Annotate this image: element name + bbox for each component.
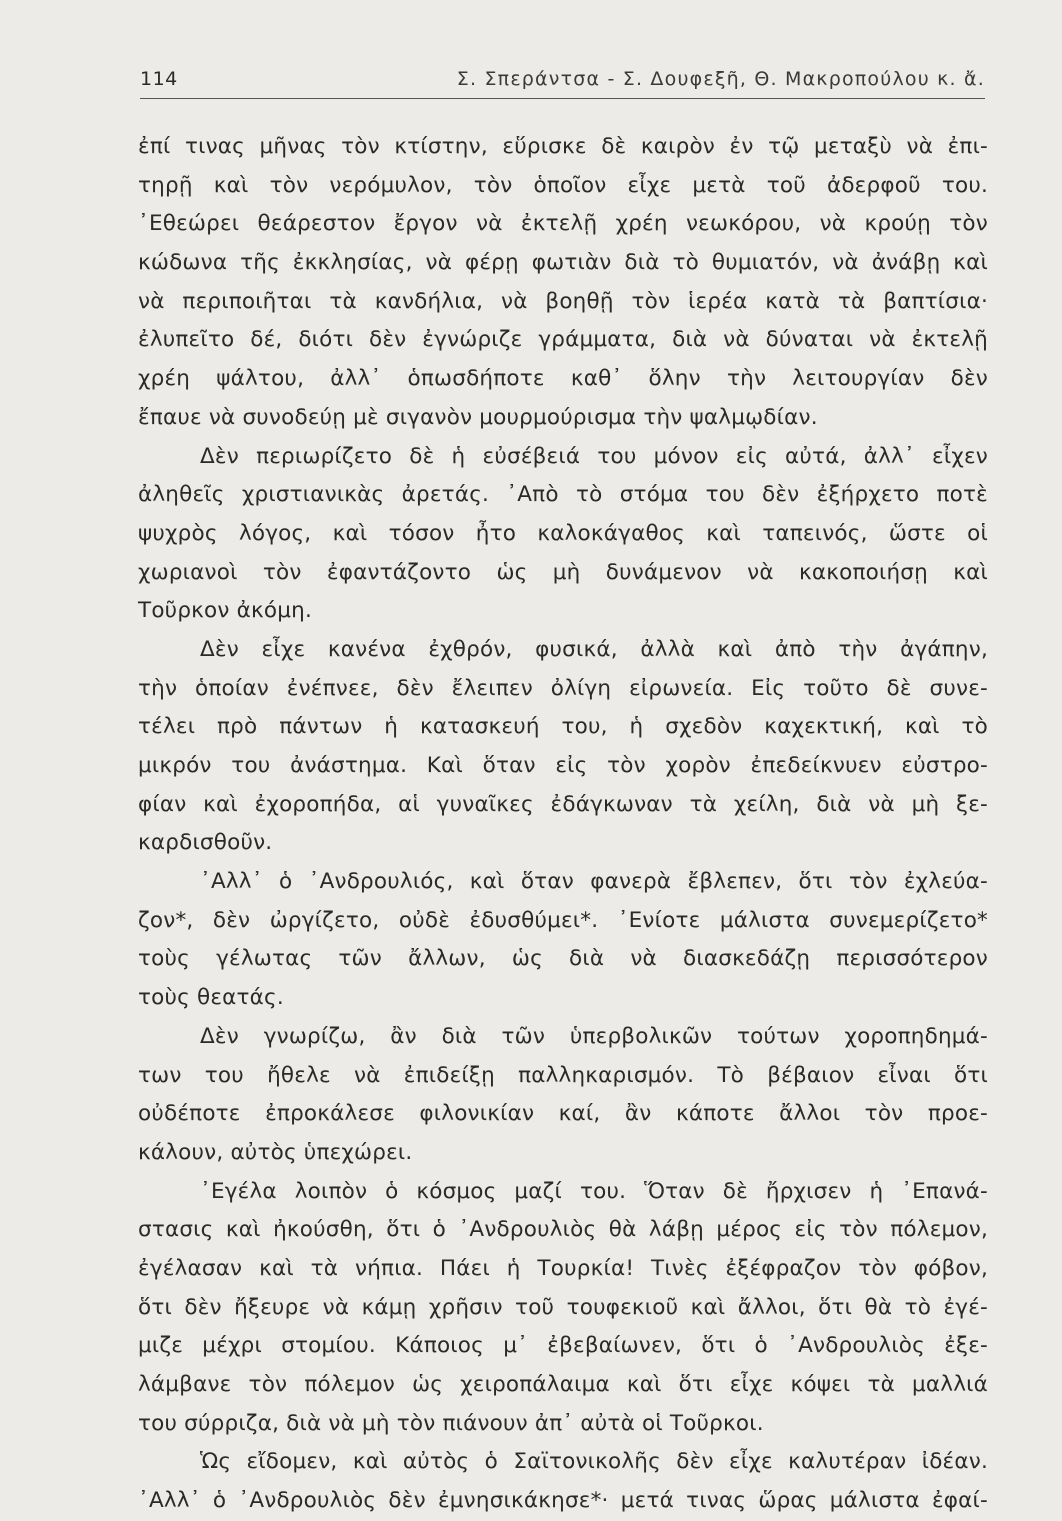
text-line: Δὲν περιωρίζετο δὲ ἡ εὐσέβειά του μόνον εἰς αὐτά, ἀλλ᾿ εἶχεν [200,443,988,469]
text-line: μικρόν του ἀνάστημα. Καὶ ὅταν εἰς τὸν χορὸν ἐπεδείκνυεν εὐστρο- [138,753,988,778]
text-line: ἐπί τινας μῆνας τὸν κτίστην, εὕρισκε δὲ καιρὸν ἐν τῷ μεταξὺ νὰ ἐπι- [138,134,988,159]
text-line: ψυχρὸς λόγος, καὶ τόσον ἦτο καλοκάγαθος καὶ ταπεινός, ὥστε οἱ [138,520,988,546]
text-line: ἐγέλασαν καὶ τὰ νήπια. Πάει ἡ Τουρκία! Τινὲς ἐξέφραζον τὸν φόβον, [138,1255,988,1281]
page-header [140,68,985,98]
text-line: των του ἤθελε νὰ ἐπιδείξῃ παλληκαρισμόν. Τὸ βέβαιον εἶναι ὅτι [138,1062,988,1088]
paragraph [138,863,988,1018]
text-line: ἀληθεῖς χριστιανικὰς ἀρετάς. ᾿Απὸ τὸ στόμα του δὲν ἐξήρχετο ποτὲ [138,482,988,508]
page-number: 114 [140,68,178,90]
paragraph [138,1443,988,1520]
text-line: μιζε μέχρι στομίου. Κάποιος μ᾿ ἐβεβαίωνεν, ὅτι ὁ ᾿Ανδρουλιὸς ἐξε- [138,1333,988,1359]
running-head: Σ. Σπεράντσα - Σ. Δουφεξῆ, Θ. Μακροπούλου κ. ἄ. [456,68,985,90]
text-line: κώδωνα τῆς ἐκκλησίας, νὰ φέρῃ φωτιὰν διὰ τὸ θυμιατόν, νὰ ἀνάβῃ καὶ [138,250,988,276]
paragraph [138,1018,988,1173]
text-line: ζον*, δὲν ὠργίζετο, οὐδὲ ἐδυσθύμει*. ᾿Ενίοτε μάλιστα συνεμερίζετο* [138,907,988,933]
text-line: ἔπαυε νὰ συνοδεύῃ μὲ σιγανὸν μουρμούρισμα τὴν ψαλμῳδίαν. [138,404,818,430]
text-line: στασις καὶ ἠκούσθη, ὅτι ὁ ᾿Ανδρουλιὸς θὰ λάβῃ μέρος εἰς τὸν πόλεμον, [138,1217,988,1243]
text-line: τοὺς γέλωτας τῶν ἄλλων, ὡς διὰ νὰ διασκεδάζῃ περισσότερον [138,946,988,972]
text-line: Δὲν γνωρίζω, ἂν διὰ τῶν ὑπερβολικῶν τούτων χοροπηδημά- [200,1023,988,1049]
text-line: τηρῇ καὶ τὸν νερόμυλον, τὸν ὁποῖον εἶχε μετὰ τοῦ ἀδερφοῦ του. [138,172,988,198]
text-line: οὐδέποτε ἐπροκάλεσε φιλονικίαν καί, ἂν κάποτε ἄλλοι τὸν προε- [138,1101,988,1127]
paragraph [138,631,988,863]
text-line: Ὡς εἴδομεν, καὶ αὐτὸς ὁ Σαϊτονικολῆς δὲν εἶχε καλυτέραν ἰδέαν. [200,1449,988,1475]
header-rule [140,98,985,99]
text-line: καρδισθοῦν. [138,830,273,856]
body-text [138,128,988,1521]
paragraph [138,1173,988,1444]
text-line: ἐλυπεῖτο δέ, διότι δὲν ἐγνώριζε γράμματα, διὰ νὰ δύναται νὰ ἐκτελῇ [138,327,988,353]
text-line: τοὺς θεατάς. [138,985,284,1011]
text-line: νὰ περιποιῆται τὰ κανδήλια, νὰ βοηθῇ τὸν ἱερέα κατὰ τὰ βαπτίσια· [138,288,988,314]
text-line: χρέη ψάλτου, ἀλλ᾿ ὁπωσδήποτε καθ᾿ ὅλην τὴν λειτουργίαν δὲν [138,366,988,392]
text-line: ὅτι δὲν ἤξευρε νὰ κάμῃ χρῆσιν τοῦ τουφεκιοῦ καὶ ἄλλοι, ὅτι θὰ τὸ ἐγέ- [138,1294,988,1320]
text-line: κάλουν, αὐτὸς ὑπεχώρει. [138,1139,413,1165]
text-line: τέλει πρὸ πάντων ἡ κατασκευή του, ἡ σχεδὸν καχεκτική, καὶ τὸ [138,714,988,740]
paragraph [138,128,988,438]
text-line: λάμβανε τὸν πόλεμον ὡς χειροπάλαιμα καὶ ὅτι εἶχε κόψει τὰ μαλλιά [138,1372,988,1397]
text-line: χωριανοὶ τὸν ἐφαντάζοντο ὡς μὴ δυνάμενον νὰ κακοποιήσῃ καὶ [138,559,988,585]
text-line: Τοῦρκον ἀκόμη. [138,598,312,624]
text-line: τὴν ὁποίαν ἐνέπνεε, δὲν ἔλειπεν ὀλίγη εἰρωνεία. Εἰς τοῦτο δὲ συνε- [138,675,988,701]
text-line: ᾿Εθεώρει θεάρεστον ἔργον νὰ ἐκτελῇ χρέη νεωκόρου, νὰ κρούῃ τὸν [138,211,988,237]
text-line: ᾿Αλλ᾿ ὁ ᾿Ανδρουλιὸς δὲν ἐμνησικάκησε*· μετά τινας ὥρας μάλιστα ἐφαί- [138,1488,988,1514]
text-line: του σύρριζα, διὰ νὰ μὴ τὸν πιάνουν ἀπ᾿ αὐτὰ οἱ Τοῦρκοι. [138,1410,764,1436]
text-line: Δὲν εἶχε κανένα ἐχθρόν, φυσικά, ἀλλὰ καὶ ἀπὸ τὴν ἀγάπην, [200,636,988,662]
text-line: ᾿Εγέλα λοιπὸν ὁ κόσμος μαζί του. Ὅταν δὲ ἤρχισεν ἡ ᾿Επανά- [200,1178,988,1204]
text-line: ᾿Αλλ᾿ ὁ ᾿Ανδρουλιός, καὶ ὅταν φανερὰ ἔβλεπεν, ὅτι τὸν ἐχλεύα- [200,869,988,895]
paragraph [138,438,988,631]
text-line: φίαν καὶ ἐχοροπήδα, αἱ γυναῖκες ἐδάγκωναν τὰ χείλη, διὰ νὰ μὴ ξε- [138,791,988,817]
